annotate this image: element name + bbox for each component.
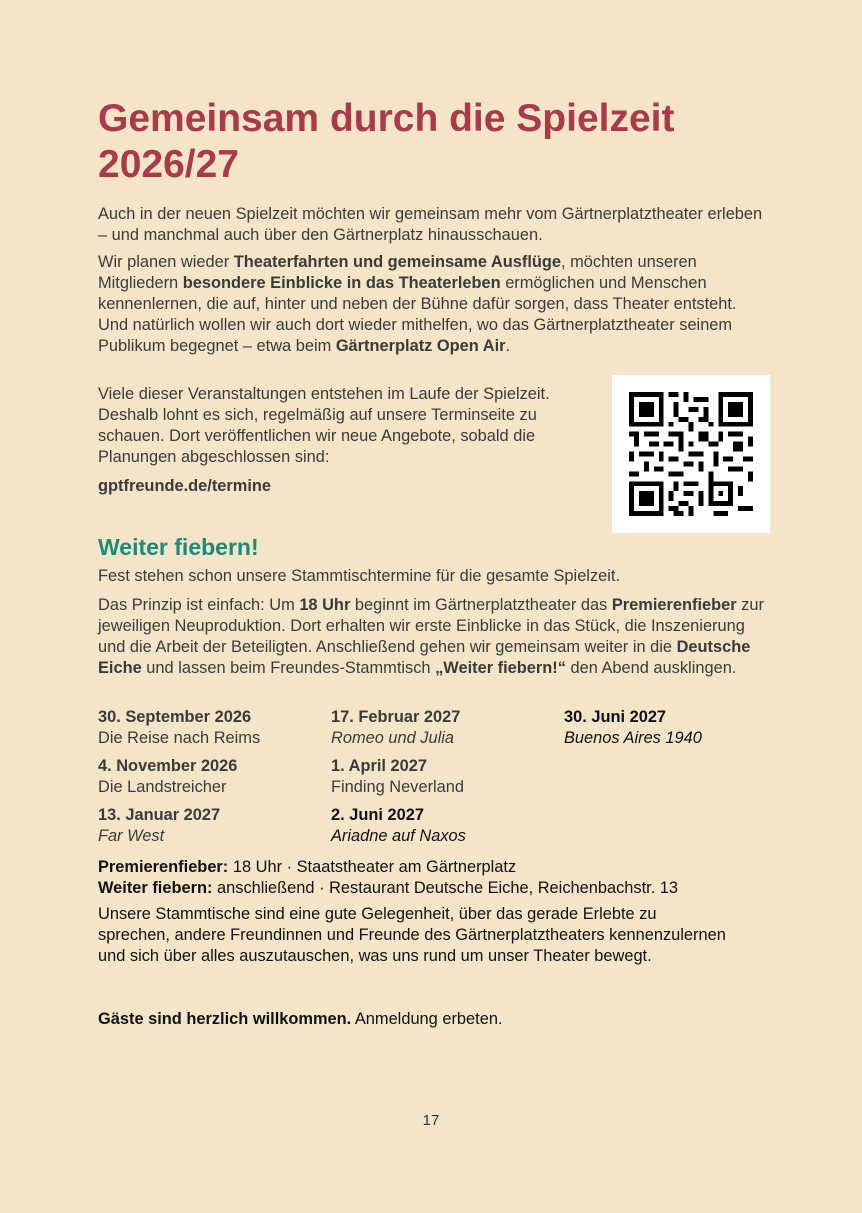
production-title: Die Reise nach Reims (98, 729, 261, 747)
date-item (331, 756, 561, 798)
intro-paragraph-2 (98, 252, 770, 357)
date: 13. Januar 2027 (98, 806, 221, 824)
bold-text: Premierenfieber (611, 596, 737, 614)
date-item (331, 805, 561, 847)
page-title: Gemeinsam durch die Spielzeit 2026/27 (98, 97, 675, 186)
info-line-weiter-fiebern (98, 878, 678, 899)
info-line-premierenfieber (98, 857, 516, 878)
bold-text: 18 Uhr (299, 596, 351, 614)
text: . (505, 337, 511, 355)
bold-text: Theaterfahrten und gemeinsame Ausflüge (233, 253, 562, 271)
date: 30. Juni 2027 (564, 708, 667, 726)
text: Anmeldung erbeten. (351, 1010, 503, 1028)
production-title: Finding Neverland (331, 778, 465, 796)
page-number: 17 (422, 1112, 440, 1129)
production-title: Die Landstreicher (98, 778, 227, 796)
date: 4. November 2026 (98, 757, 238, 775)
guests-note (98, 1009, 503, 1030)
text: Das Prinzip ist einfach: Um (98, 596, 300, 614)
section-paragraph-2 (98, 595, 770, 679)
info-label: Weiter fiebern: (98, 879, 213, 897)
text: und lassen beim Freundes-Stammtisch (141, 659, 436, 677)
intro-paragraph-3: Viele dieser Veranstaltungen entstehen im Laufe der Spielzeit. Deshalb lohnt es sich, regelmäßig auf unsere Terminseite zu schauen. Dort veröffentlichen wir neue Angebote, sobald die Planungen abgeschlossen sind: (98, 385, 550, 466)
date: 1. April 2027 (331, 757, 427, 775)
info-label: Premierenfieber: (98, 858, 229, 876)
date: 17. Februar 2027 (331, 708, 461, 726)
production-title: Romeo und Julia (331, 729, 455, 747)
text: , möchten unseren Mitgliedern (98, 253, 697, 292)
section-paragraph-1: Fest stehen schon unsere Stammtischtermine für die gesamte Spielzeit. (98, 567, 621, 585)
date-item (331, 707, 561, 749)
section-heading: Weiter fiebern! (98, 534, 259, 560)
production-title: Buenos Aires 1940 (564, 729, 702, 747)
text: zur jeweiligen Neuproduktion. Dort erhalten wir erste Einblicke in das Stück, die Inszenierung und die Arbeit der Beteiligten. Anschließend gehen wir gemeinsam weiter in die (98, 596, 764, 656)
production-title: Ariadne auf Naxos (331, 827, 466, 845)
info-text: 18 Uhr · Staatstheater am Gärtnerplatz (228, 858, 517, 876)
bold-text: Gäste sind herzlich willkommen. (98, 1010, 352, 1028)
intro-paragraph-1: Auch in der neuen Spielzeit möchten wir gemeinsam mehr vom Gärtnerplatztheater erleben – und manchmal auch über den Gärtnerplatz hinausschauen. (98, 205, 763, 244)
bold-text: „Weiter fiebern!“ (435, 659, 566, 677)
termine-link[interactable]: gptfreunde.de/termine (98, 477, 272, 495)
dates-column-2 (331, 707, 561, 854)
date-item (98, 707, 328, 749)
production-title: Far West (98, 827, 165, 845)
bold-text: besondere Einblicke in das Theaterleben (182, 274, 501, 292)
info-text: anschließend · Restaurant Deutsche Eiche, Reichenbachstr. 13 (212, 879, 679, 897)
bold-text: Deutsche Eiche (98, 638, 751, 677)
date-item (98, 805, 328, 847)
stammtisch-paragraph: Unsere Stammtische sind eine gute Gelegenheit, über das gerade Erlebte zu sprechen, andere Freundinnen und Freunde des Gärtnerplatztheaters kennenzulernen und sich über alles auszutauschen, was uns rund um unser Theater bewegt. (98, 905, 726, 965)
dates-column-3 (564, 707, 794, 756)
text: den Abend ausklingen. (565, 659, 737, 677)
date: 2. Juni 2027 (331, 806, 424, 824)
qr-code[interactable] (612, 375, 770, 533)
dates-column-1 (98, 707, 328, 854)
bold-text: Gärtnerplatz Open Air (335, 337, 506, 355)
text: ermöglichen und Menschen kennenlernen, die auf, hinter und neben der Bühne dafür sorgen, dass Theater entsteht. Und natürlich wollen wir auch dort wieder mithelfen, wo das Gärtnerplatztheater seinem Publikum begegnet – etwa beim (98, 274, 737, 355)
date: 30. September 2026 (98, 708, 252, 726)
date-item (98, 756, 328, 798)
text: beginnt im Gärtnerplatztheater das (350, 596, 612, 614)
qr-code-icon (629, 392, 753, 516)
text: Wir planen wieder (98, 253, 234, 271)
date-item (564, 707, 794, 749)
